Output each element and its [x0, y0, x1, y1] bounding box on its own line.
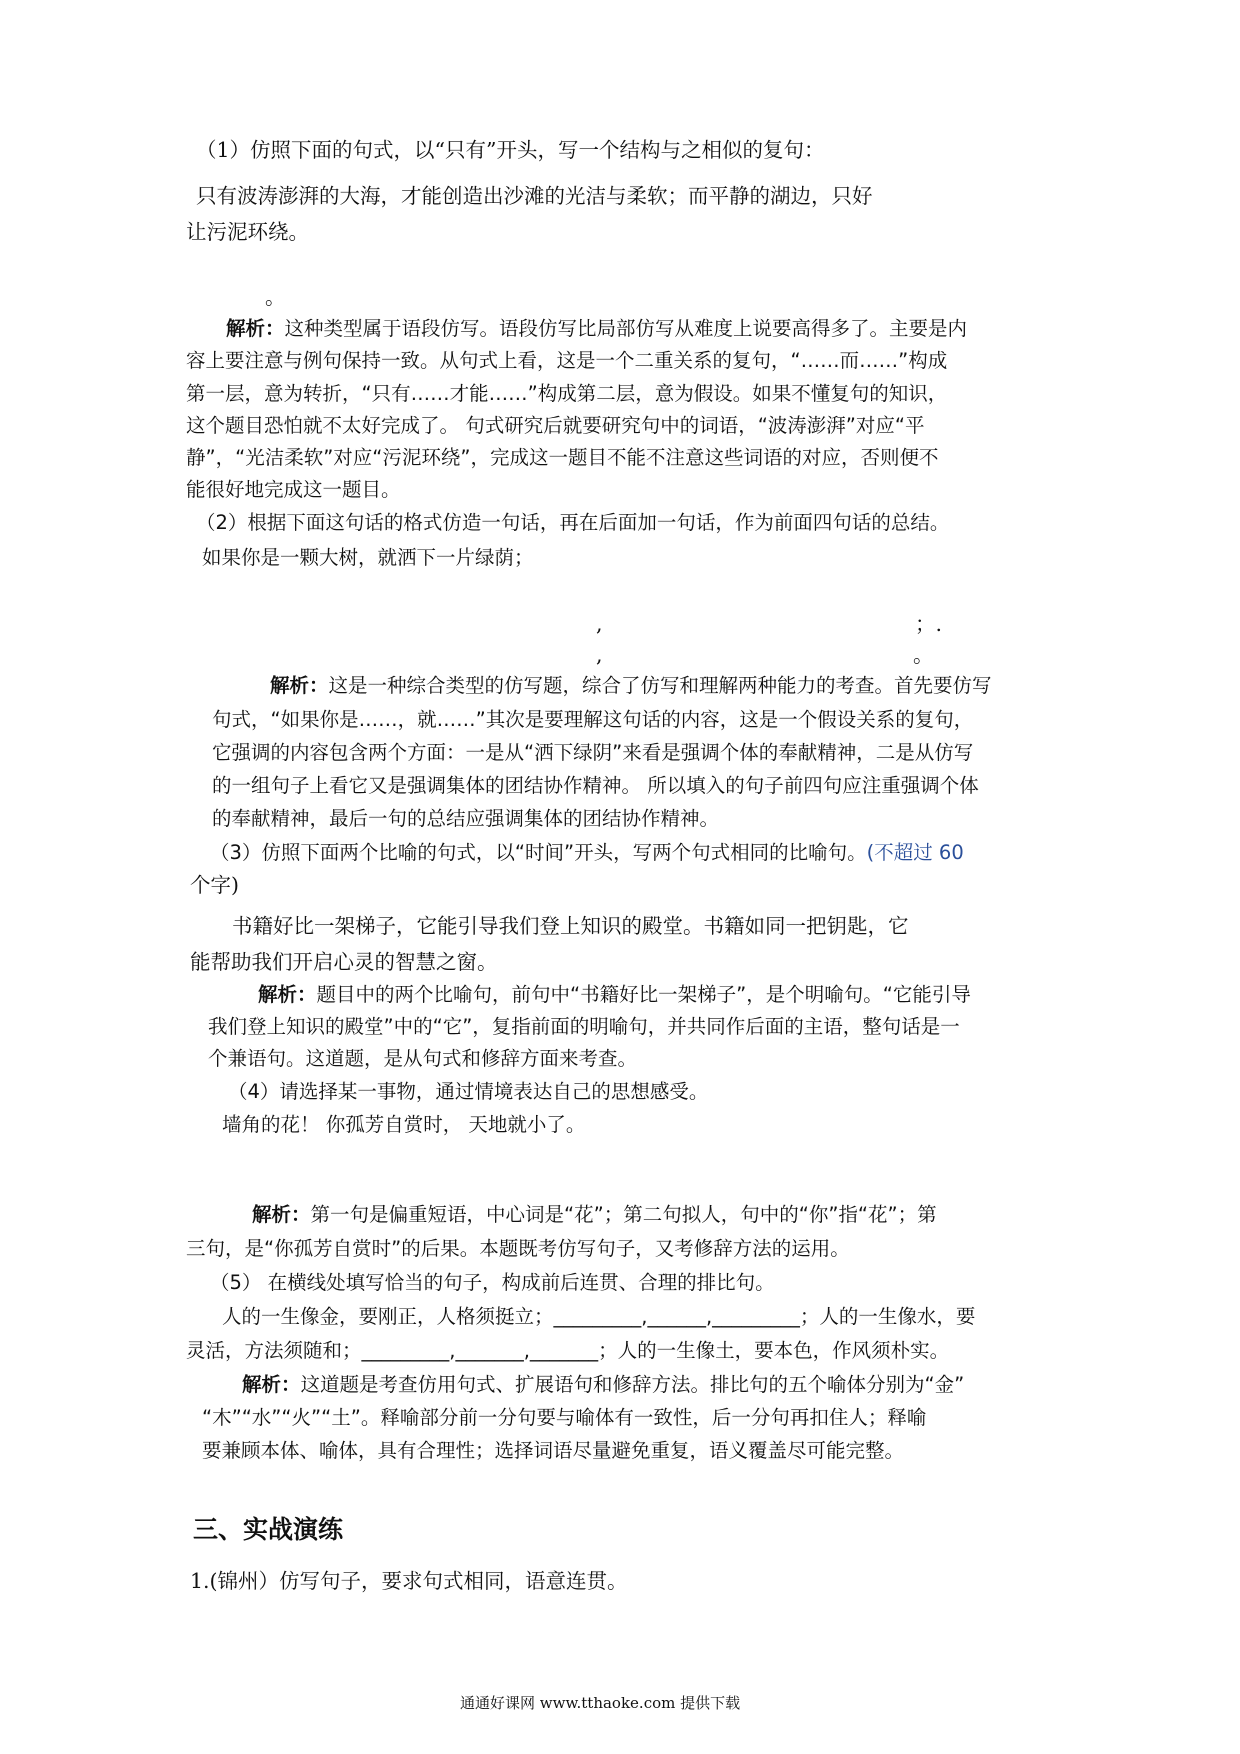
- analysis-label: 解析：: [252, 1203, 311, 1226]
- analysis-label: 解析：: [242, 1373, 301, 1396]
- q2-blank-mark-4: 。: [913, 643, 934, 667]
- q1-prompt: （1）仿照下面的句式，以“只有”开头，写一个结构与之相似的复句：: [196, 138, 825, 162]
- q2-analysis-line-4: 的一组句子上看它又是强调集体的团结协作精神。 所以填入的句子前四句应注重强调个体: [212, 774, 979, 797]
- q2-blank-mark-3: ,: [596, 643, 603, 667]
- q2-analysis-line-5: 的奉献精神，最后一句的总结应强调集体的团结协作精神。: [212, 807, 720, 830]
- q3-example-line-2: 能帮助我们开启心灵的智慧之窗。: [190, 950, 498, 974]
- q1-example-line-2: 让污泥环绕。: [186, 220, 309, 244]
- q1-analysis-line-4: 这个题目恐怕就不太好完成了。 句式研究后就要研究句中的词语，“波涛澎湃”对应“平: [186, 414, 925, 437]
- q2-analysis-line-3: 它强调的内容包含两个方面：一是从“洒下绿阴”来看是强调个体的奉献精神，二是从仿写: [212, 741, 974, 764]
- section-item-1: 1.(锦州）仿写句子，要求句式相同，语意连贯。: [190, 1569, 628, 1593]
- q3-analysis-line-1: 解析：题目中的两个比喻句，前句中“书籍好比一架梯子”，是个明喻句。“它能引导: [258, 983, 971, 1006]
- q5-analysis-line-3: 要兼顾本体、喻体，具有合理性；选择词语尽量避免重复，语义覆盖尽可能完整。: [202, 1439, 905, 1462]
- analysis-label: 解析：: [226, 317, 285, 340]
- q4-prompt: （4）请选择某一事物，通过情境表达自己的思想感受。: [228, 1080, 709, 1103]
- section-heading: 三、实战演练: [193, 1515, 344, 1544]
- q3-analysis-line-3: 个兼语句。这道题，是从句式和修辞方面来考查。: [208, 1047, 638, 1070]
- q2-analysis-line-2: 句式，“如果你是……，就……”其次是要理解这句话的内容，这是一个假设关系的复句，: [212, 708, 974, 731]
- q4-analysis-line-2: 三句，是“你孤芳自赏时”的后果。本题既考仿写句子，又考修辞方法的运用。: [186, 1237, 850, 1260]
- q1-analysis-line-2: 容上要注意与例句保持一致。从句式上看，这是一个二重关系的复句，“……而……”构成: [186, 349, 948, 372]
- analysis-label: 解析：: [270, 674, 329, 697]
- q2-analysis-line-1: 解析：这是一种综合类型的仿写题，综合了仿写和理解两种能力的考查。首先要仿写: [270, 674, 992, 697]
- q3-example-line-1: 书籍好比一架梯子，它能引导我们登上知识的殿堂。书籍如同一把钥匙，它: [232, 914, 909, 938]
- q1-example-line-1: 只有波涛澎湃的大海，才能创造出沙滩的光洁与柔软；而平静的湖边，只好: [196, 184, 873, 208]
- q2-prompt: （2）根据下面这句话的格式仿造一句话，再在后面加一句话，作为前面四句话的总结。: [196, 511, 950, 534]
- q1-analysis-line-3: 第一层，意为转折，“只有……才能……”构成第二层，意为假设。如果不懂复句的知识，: [186, 382, 948, 405]
- q5-fill-line-1: 人的一生像金，要刚正，人格须挺立；_________,______,_________；人的一生像水，要: [222, 1305, 976, 1328]
- page-footer: 通通好课网 www.tthaoke.com 提供下载: [460, 1694, 741, 1712]
- q2-blank-mark-1: ,: [596, 612, 603, 636]
- q5-fill-line-2: 灵活，方法须随和；_________,_______,_______；人的一生像土，要本色，作风须朴实。: [186, 1339, 950, 1362]
- q1-analysis-line-6: 能很好地完成这一题目。: [186, 478, 401, 501]
- q1-analysis-line-5: 静”，“光洁柔软”对应“污泥环绕”，完成这一题目不能不注意这些词语的对应，否则便不: [186, 446, 939, 469]
- q1-blank-mark: 。: [265, 285, 286, 309]
- q3-prompt: （3）仿照下面两个比喻的句式，以“时间”开头，写两个句式相同的比喻句。(不超过 60: [210, 841, 964, 864]
- q3-analysis-line-2: 我们登上知识的殿堂”中的“它”，复指前面的明喻句，并共同作后面的主语，整句话是一: [208, 1015, 960, 1038]
- q5-analysis-line-2: “木”“水”“火”“土”。释喻部分前一分句要与喻体有一致性，后一分句再扣住人；释喻: [202, 1406, 927, 1429]
- analysis-label: 解析：: [258, 983, 317, 1006]
- q4-analysis-line-1: 解析：第一句是偏重短语，中心词是“花”；第二句拟人，句中的“你”指“花”；第: [252, 1203, 937, 1226]
- q3-prompt-cont: 个字): [190, 873, 239, 897]
- q5-prompt: （5） 在横线处填写恰当的句子，构成前后连贯、合理的排比句。: [210, 1271, 775, 1294]
- q5-analysis-line-1: 解析：这道题是考查仿用句式、扩展语句和修辞方法。排比句的五个喻体分别为“金”: [242, 1373, 965, 1396]
- q2-example: 如果你是一颗大树，就洒下一片绿荫；: [202, 546, 534, 569]
- q2-blank-mark-2: ；.: [915, 612, 943, 636]
- q3-word-limit: (不超过 60: [866, 841, 964, 864]
- q4-example: 墙角的花！ 你孤芳自赏时， 天地就小了。: [222, 1113, 586, 1136]
- q1-analysis-line-1: 解析：这种类型属于语段仿写。语段仿写比局部仿写从难度上说要高得多了。主要是内: [226, 317, 968, 340]
